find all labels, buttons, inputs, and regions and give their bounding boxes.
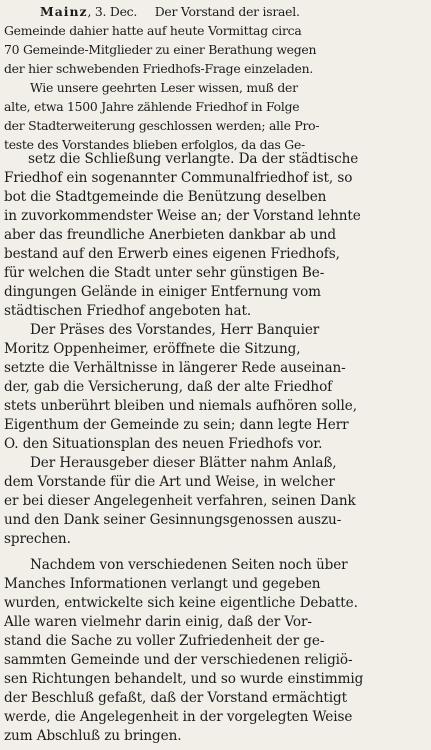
- article-line: teste des Vorstandes blieben erfolglos, da das Ge-: [4, 137, 305, 152]
- article-line: bestand auf den Erwerb eines eigenen Friedhofs,: [4, 246, 340, 262]
- article-line: Friedhof ein sogenannter Communalfriedhof ist, so: [4, 170, 353, 186]
- article-line: 70 Gemeinde-Mitglieder zu einer Berathung wegen: [4, 42, 317, 57]
- article-line: sprechen.: [4, 531, 71, 547]
- article-line: der Stadterweiterung geschlossen werden; alle Pro-: [4, 118, 320, 133]
- article-line: dem Vorstande für die Art und Weise, in welcher: [4, 474, 335, 490]
- article-line: alte, etwa 1500 Jahre zählende Friedhof in Folge: [4, 99, 300, 114]
- article-line: Manches Informationen verlangt und gegeben: [4, 576, 321, 592]
- article-line: Gemeinde dahier hatte auf heute Vormittag circa: [4, 23, 302, 38]
- article-line: Der Herausgeber dieser Blätter nahm Anlaß,: [30, 455, 337, 471]
- article-line: O. den Situationsplan des neuen Friedhofs vor.: [4, 436, 323, 452]
- article-line: Moritz Oppenheimer, eröffnete die Sitzung,: [4, 341, 301, 357]
- article-line: sammten Gemeinde und der verschiedenen religiö-: [4, 652, 353, 668]
- article-line-text: Der Vorstand der israel.: [154, 4, 300, 19]
- article-line: für welchen die Stadt unter sehr günstigen Be-: [4, 265, 325, 281]
- article-line: stand die Sache zu voller Zufriedenheit der ge-: [4, 633, 325, 649]
- article-line: Eigenthum der Gemeinde zu sein; dann legte Herr: [4, 417, 349, 433]
- article-line: [0, 2, 431, 21]
- article-line: setzte die Verhältnisse in längerer Rede auseinan-: [4, 360, 346, 376]
- article-line: der Beschluß gefaßt, daß der Vorstand ermächtigt: [4, 690, 347, 706]
- article-line: städtischen Friedhof angeboten hat.: [4, 303, 252, 319]
- article-line: stets unberührt bleiben und niemals aufhören solle,: [4, 398, 357, 414]
- article-line: werde, die Angelegenheit in der vorgelegten Weise: [4, 709, 353, 725]
- article-line: in zuvorkommendster Weise an; der Vorstand lehnte: [4, 208, 361, 224]
- dateline-place: Mainz: [40, 4, 88, 19]
- article-line: Nachdem von verschiedenen Seiten noch über: [30, 557, 348, 573]
- article-line: bot die Stadtgemeinde die Benützung deselben: [4, 189, 327, 205]
- article-line: sen Richtungen behandelt, und so wurde einstimmig: [4, 671, 364, 687]
- article-line: er bei dieser Angelegenheit verfahren, seinen Dank: [4, 493, 356, 509]
- article-line: aber das freundliche Anerbieten dankbar ab und: [4, 227, 336, 243]
- article-line: der hier schwebenden Friedhofs-Frage einzeladen.: [4, 61, 314, 76]
- article-line: setz die Schließung verlangte. Da der städtische: [28, 151, 359, 167]
- article-line: Der Präses des Vorstandes, Herr Banquier: [30, 322, 320, 338]
- article-line: der, gab die Versicherung, daß der alte Friedhof: [4, 379, 333, 395]
- article-line: und den Dank seiner Gesinnungsgenossen auszu-: [4, 512, 342, 528]
- dateline-date: , 3. Dec.: [87, 4, 138, 19]
- article-line: zum Abschluß zu bringen.: [4, 728, 182, 744]
- article-line: wurden, entwickelte sich keine eigentliche Debatte.: [4, 595, 358, 611]
- article-line: Alle waren vielmehr darin einig, daß der Vor-: [4, 614, 312, 630]
- article-line: dingungen Gelände in einiger Entfernung vom: [4, 284, 321, 300]
- article-line: Wie unsere geehrten Leser wissen, muß der: [30, 80, 298, 95]
